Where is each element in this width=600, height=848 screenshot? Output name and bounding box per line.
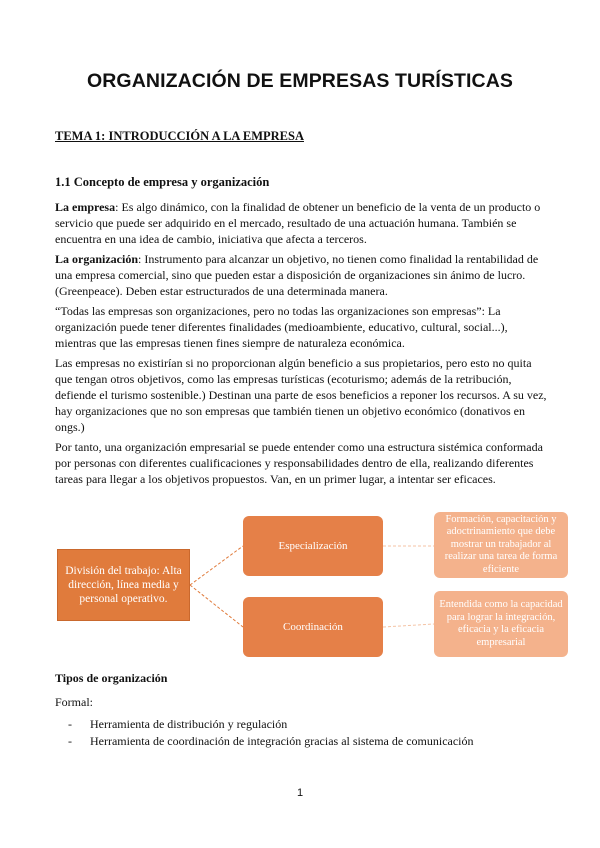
list-marker: - (68, 734, 72, 748)
list-item-text: Herramienta de coordinación de integración gracias al sistema de comunicación (90, 734, 474, 748)
list-item-text: Herramienta de distribución y regulación (90, 717, 288, 731)
box-especializacion-detalle: Formación, capacitación y adoctrinamiento que debe mostrar un trabajador al realizar una tarea de forma eficiente (434, 512, 568, 578)
paragraph-beneficios-text: Las empresas no existirían si no proporcionan algún beneficio a sus propietarios, pero esto no quita que tengan otros objetivos, como las empresas turísticas (ecoturismo; además de la retribución, defiende el turismo sostenible.) Destinan una parte de esos beneficios a reponer los recursos. A su vez, hay organizaciones que no son empresas que también tienen un objetivo económico (donativos en ongs.) (55, 356, 547, 434)
organization-diagram (0, 505, 600, 660)
section-title: TEMA 1: INTRODUCCIÓN A LA EMPRESA (55, 129, 304, 143)
paragraph-beneficios (55, 355, 547, 435)
formal-label: Formal: (55, 695, 93, 709)
page-number: 1 (296, 787, 304, 799)
subsection-title: 1.1 Concepto de empresa y organización (55, 175, 270, 189)
definition-organizacion: : Instrumento para alcanzar un objetivo, no tienen como finalidad la rentabilidad de una empresa comercial, sino que pueden estar a disposición de organizaciones sin ánimo de lucro. (Greenpeace). Deben estar estructurados de una determinada manera. (55, 252, 539, 298)
types-heading: Tipos de organización (55, 671, 168, 685)
paragraph-quote (55, 303, 547, 351)
formal-list (68, 716, 474, 750)
connector-coord-detail (383, 624, 434, 627)
paragraph-conclusion (55, 439, 547, 487)
page-title: ORGANIZACIÓN DE EMPRESAS TURÍSTICAS (86, 70, 514, 92)
box-coordinacion: Coordinación (243, 597, 383, 657)
list-item (68, 733, 474, 750)
connector-spec (190, 546, 243, 585)
list-item (68, 716, 474, 733)
term-empresa: La empresa (55, 200, 116, 214)
box-division-trabajo: División del trabajo: Alta dirección, línea media y personal operativo. (57, 549, 190, 621)
definition-empresa: : Es algo dinámico, con la finalidad de obtener un beneficio de la venta de un producto o servicio que puede ser adquirido en el mercado, resultado de una actuación humana. También se encuentra en una idea de cambio, iniciativa que afecta a terceros. (55, 200, 541, 246)
term-organizacion: La organización (55, 252, 138, 266)
paragraph-empresa (55, 199, 547, 247)
connector-coord (190, 585, 243, 627)
paragraph-conclusion-text: Por tanto, una organización empresarial se puede entender como una estructura sistémica conformada por personas con diferentes cualificaciones y responsabilidades dentro de ella, realizando diferentes tareas para llegar a los objetivos propuestos. Van, en un primer lugar, a intentar ser eficaces. (55, 440, 543, 486)
paragraph-organizacion (55, 251, 547, 299)
box-especializacion: Especialización (243, 516, 383, 576)
box-coordinacion-detalle: Entendida como la capacidad para lograr la integración, eficacia y la eficacia empresarial (434, 591, 568, 657)
paragraph-quote-text: “Todas las empresas son organizaciones, pero no todas las organizaciones son empresas”: La organización puede tener diferentes finalidades (medioambiente, educativo, cultural, social...), mientras que las empresas tienen fines siempre de naturaleza económica. (55, 304, 508, 350)
list-marker: - (68, 717, 72, 731)
